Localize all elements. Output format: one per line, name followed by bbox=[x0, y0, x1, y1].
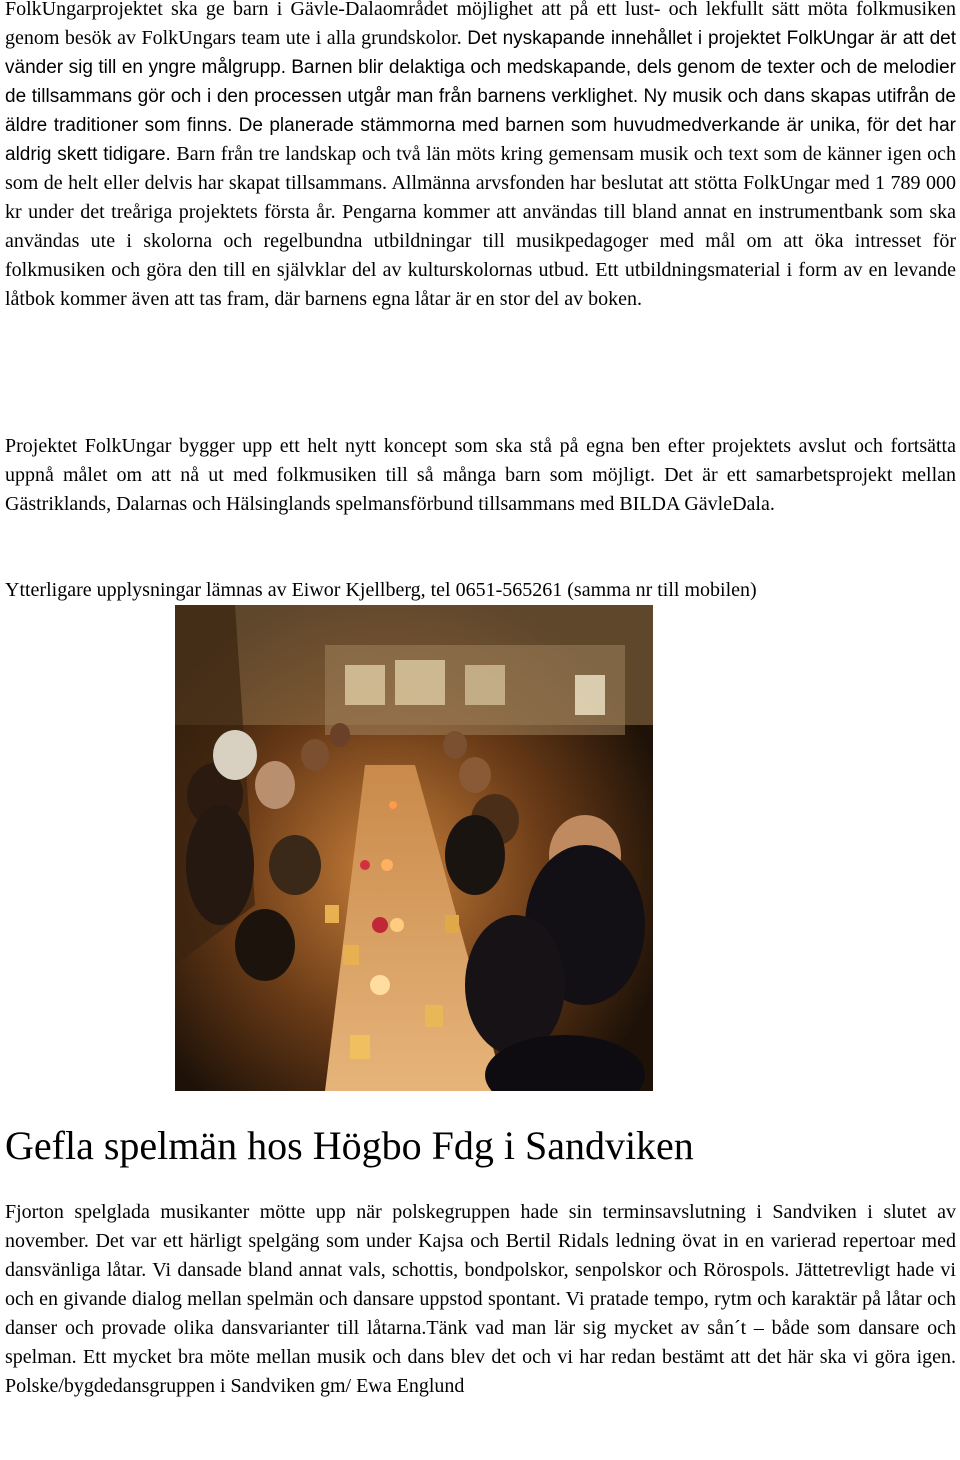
sentence: Barnen blir delaktiga och medskapande, dels genom de texter och de melodier de tillsammans gör och i den processen utgår man från barnens verklighet. bbox=[5, 57, 956, 107]
sentence: Ny musik och dans skapas utifrån de äldre traditioner som finns. bbox=[5, 86, 956, 136]
article-heading: Gefla spelmän hos Högbo Fdg i Sandviken bbox=[5, 1123, 694, 1168]
sentence: Pengarna kommer att användas till bland annat en instrumentbank som ska användas ute i skolorna och regelbundna utbildningar till musikpedagoger med mål om att öka intresset för folkmusiken och göra den till en självklar del av kulturskolornas utbud. bbox=[5, 201, 956, 281]
sentence: FolkUngarprojektet ska ge barn i Gävle-Dalaområdet möjlighet att på ett lust- och lekfullt sätt möta folkmusiken genom besök av FolkUngars team ute i alla grundskolor. bbox=[5, 0, 956, 49]
sentence: De planerade stämmorna med barnen som huvudmedverkande är unika, för det har aldrig skett tidigare. bbox=[5, 115, 957, 165]
sandviken-paragraph: Fjorton spelglada musikanter mötte upp när polskegruppen hade sin terminsavslutning i Sandviken i slutet av november. Det var ett härligt spelgäng som under Kajsa och Bertil Ridals ledning övat in en varierad repertoar med dansvänliga låtar. Vi dansade bland annat vals, schottis, bondpolskor, senpolskor och Rörospols. Jättetrevligt hade vi och en givande dialog mellan spelmän och dansare uppstod spontant. Vi pratade tempo, rytm och karaktär på låtar och danser och provade olika dansvarianter till låtarna.Tänk vad man lär sig mycket av sån´t – både som dansare och spelman. Ett mycket bra möte mellan musik och dans blev det och vi har redan bestämt att det här ska vi göra igen. Polske/bygdedansgruppen i Sandviken gm/ Ewa Englund bbox=[5, 1201, 956, 1397]
project-concept-paragraph: Projektet FolkUngar bygger upp ett helt nytt koncept som ska stå på egna ben efter projektets avslut och fortsätta uppnå målet om att nå ut med folkmusiken till så många barn som möjligt. Det är ett samarbetsprojekt mellan Gästriklands, Dalarnas och Hälsinglands spelmansförbund tillsammans med BILDA GävleDala. bbox=[5, 435, 956, 515]
sentence: Barn från tre landskap och två län möts kring gemensam musik och text som de känner igen och som de helt eller delvis har skapat tillsammans. bbox=[5, 143, 956, 194]
sentence: Ett utbildningsmaterial i form av en levande låtbok kommer även att tas fram, där barnens egna låtar är en stor del av boken. bbox=[5, 259, 956, 310]
sentence: Det nyskapande innehållet i projektet FolkUngar är att det vänder sig till en yngre målgrupp. bbox=[5, 28, 957, 78]
folkungar-paragraph bbox=[5, 0, 956, 314]
contact-line: Ytterligare upplysningar lämnas av Eiwor Kjellberg, tel 0651-565261 (samma nr till mobilen) bbox=[5, 579, 757, 601]
gathering-photo bbox=[175, 605, 653, 1091]
sentence: Allmänna arvsfonden har beslutat att stötta FolkUngar med 1 789 000 kr under det treåriga projektets första år. bbox=[5, 172, 956, 223]
photo-illustration bbox=[175, 605, 653, 1091]
